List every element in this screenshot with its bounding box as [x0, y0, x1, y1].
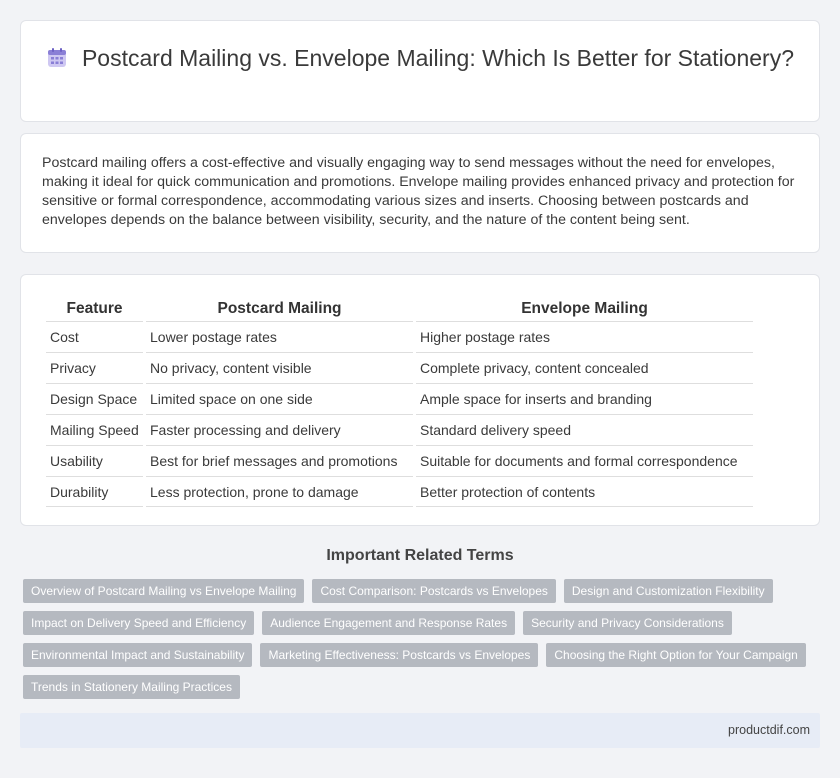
- header-feature: Feature: [66, 300, 123, 317]
- page-title: Postcard Mailing vs. Envelope Mailing: Which Is Better for Stationery?: [81, 45, 795, 71]
- related-terms-heading: Important Related Terms: [326, 547, 514, 564]
- table-row: [46, 476, 753, 507]
- related-term-tag[interactable]: Audience Engagement and Response Rates: [262, 611, 515, 635]
- postcard-cell: Best for brief messages and promotions: [146, 445, 413, 476]
- comparison-card: [20, 274, 820, 526]
- postcard-cell: Lower postage rates: [146, 321, 413, 352]
- postcard-cell: No privacy, content visible: [146, 352, 413, 383]
- table-row: [46, 414, 753, 445]
- envelope-cell: Suitable for documents and formal correspondence: [416, 445, 753, 476]
- footer-site-link[interactable]: productdif.com: [728, 723, 810, 737]
- feature-cell: Privacy: [46, 352, 143, 383]
- table-header-row: [46, 295, 753, 321]
- related-term-tag[interactable]: Marketing Effectiveness: Postcards vs Envelopes: [260, 643, 538, 667]
- title-card: [20, 20, 820, 122]
- feature-cell: Design Space: [46, 383, 143, 414]
- header-postcard: Postcard Mailing: [217, 300, 342, 317]
- feature-cell: Durability: [46, 476, 143, 507]
- related-term-tag[interactable]: Environmental Impact and Sustainability: [23, 643, 252, 667]
- related-term-tag[interactable]: Trends in Stationery Mailing Practices: [23, 675, 240, 699]
- envelope-cell: Standard delivery speed: [416, 414, 753, 445]
- envelope-cell: Ample space for inserts and branding: [416, 383, 753, 414]
- table-row: [46, 352, 753, 383]
- related-term-tag[interactable]: Security and Privacy Considerations: [523, 611, 732, 635]
- intro-card: [20, 133, 820, 253]
- related-term-tag[interactable]: Impact on Delivery Speed and Efficiency: [23, 611, 254, 635]
- table-row: [46, 445, 753, 476]
- related-term-tag[interactable]: Design and Customization Flexibility: [564, 579, 773, 603]
- feature-cell: Mailing Speed: [46, 414, 143, 445]
- related-terms-list: [23, 579, 813, 699]
- postcard-cell: Faster processing and delivery: [146, 414, 413, 445]
- postcard-cell: Less protection, prone to damage: [146, 476, 413, 507]
- envelope-cell: Better protection of contents: [416, 476, 753, 507]
- postcard-cell: Limited space on one side: [146, 383, 413, 414]
- footer-bar: [20, 713, 820, 748]
- feature-cell: Usability: [46, 445, 143, 476]
- table-row: [46, 321, 753, 352]
- envelope-cell: Higher postage rates: [416, 321, 753, 352]
- related-term-tag[interactable]: Choosing the Right Option for Your Campaign: [546, 643, 806, 667]
- envelope-cell: Complete privacy, content concealed: [416, 352, 753, 383]
- table-row: [46, 383, 753, 414]
- comparison-table: [43, 295, 756, 507]
- calendar-icon: [46, 47, 68, 69]
- header-envelope: Envelope Mailing: [521, 300, 648, 317]
- related-term-tag[interactable]: Overview of Postcard Mailing vs Envelope Mailing: [23, 579, 304, 603]
- page-title-wrap: [21, 43, 819, 73]
- related-term-tag[interactable]: Cost Comparison: Postcards vs Envelopes: [312, 579, 555, 603]
- intro-paragraph: Postcard mailing offers a cost-effective and visually engaging way to send messages without the need for envelopes, making it ideal for quick communication and promotions. Envelope mailing provides enhanced privacy and protection for sensitive or formal correspondence, accommodating various sizes and inserts. Choosing between postcards and envelopes depends on the balance between visibility, security, and the nature of the content being sent.: [42, 155, 795, 228]
- feature-cell: Cost: [46, 321, 143, 352]
